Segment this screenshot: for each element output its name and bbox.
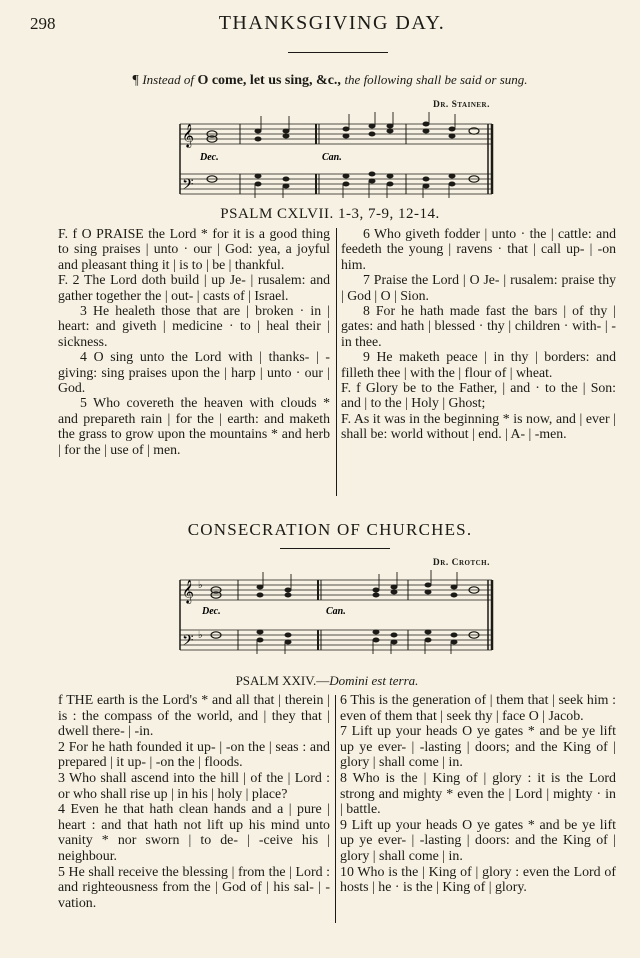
verse: F. f Glory be to the Father, | and · to the | Son: and | to the | Holy | Ghost; bbox=[341, 380, 616, 411]
verse: 3 Who shall ascend into the hill | of the | Lord : or who shall rise up | in his | holy | place? bbox=[58, 770, 330, 802]
verse: 3 He healeth those that are | broken · in | heart: and giveth | medicine · to | heal their | sickness. bbox=[58, 303, 330, 349]
section-title: CONSECRATION OF CHURCHES. bbox=[187, 520, 473, 539]
chant2-treble-clef: 𝄞 bbox=[182, 581, 194, 603]
paragraph-mark: ¶ bbox=[132, 73, 139, 88]
chant1-treble-staff bbox=[180, 124, 492, 144]
chant2-dec-label: Dec. bbox=[202, 606, 221, 617]
psalm1-right-column bbox=[341, 226, 616, 442]
rubric-instruction bbox=[20, 72, 640, 89]
psalm2-heading bbox=[0, 673, 640, 689]
psalm2-right-column bbox=[340, 693, 616, 896]
verse: 4 Even he that hath clean hands and a | pure | heart : and that hath not lift up his mind unto vanity * nor sworn | to de- | -ceive his | neighbour. bbox=[58, 802, 330, 864]
chant2-treble-staff bbox=[180, 580, 492, 600]
column-divider bbox=[335, 695, 336, 923]
verse: F. 2 The Lord doth build | up Je- | rusalem: and gather together the | out- | casts of | Israel. bbox=[58, 272, 330, 303]
header-rule bbox=[288, 52, 388, 53]
chant1-bass-clef: 𝄢 bbox=[182, 176, 194, 196]
verse: 5 He shall receive the blessing | from the | Lord : and righteousness from the | God of | his sal- | -vation. bbox=[58, 864, 330, 911]
chant1-bass-staff bbox=[180, 174, 492, 194]
verse: 6 This is the generation of | them that | seek him : even of them that | seek thy | face O | Jacob. bbox=[340, 693, 616, 724]
psalm1-left-column bbox=[58, 226, 330, 457]
rubric-suffix: the following shall be said or sung. bbox=[344, 72, 528, 87]
chant1-score bbox=[176, 112, 496, 198]
chant2-bass-key-flat: ♭ bbox=[198, 630, 203, 641]
psalm2-left-column bbox=[58, 693, 330, 911]
psalm2-title: PSALM XXIV.— bbox=[235, 673, 330, 688]
page-number: 298 bbox=[30, 14, 56, 33]
canticle-name: O come, let us sing, &c., bbox=[197, 73, 341, 88]
chant2-score bbox=[176, 568, 496, 654]
chant1-treble-clef: 𝄞 bbox=[182, 125, 194, 147]
verse: 7 Praise the Lord | O Je- | rusalem: praise thy | God | O | Sion. bbox=[341, 272, 616, 303]
verse: 9 He maketh peace | in thy | borders: and filleth thee | with the | flour of | wheat. bbox=[341, 349, 616, 380]
chant2-key-flat: ♭ bbox=[198, 580, 203, 591]
verse: 7 Lift up your heads O ye gates * and be ye lift up ye ever- | -lasting | doors; and the King of | glory | shall come | in. bbox=[340, 724, 616, 771]
chant1-notes bbox=[207, 122, 479, 189]
verse: f THE earth is the Lord's * and all that | therein | is : the compass of the world, and | they that | dwell there- | -in. bbox=[58, 693, 330, 740]
chant2-bass-staff bbox=[180, 630, 492, 650]
verse: 5 Who covereth the heaven with clouds * and prepareth rain | for the | earth: and maketh the grass to grow upon the mountains * and herb | for the | use of | men. bbox=[58, 395, 330, 457]
verse: 8 For he hath made fast the bars | of thy | gates: and hath | blessed · thy | children · with- | -in thee. bbox=[341, 303, 616, 349]
verse: 8 Who is the | King of | glory : it is the Lord strong and mighty * even the | Lord | mighty · in | battle. bbox=[340, 770, 616, 818]
column-divider bbox=[336, 228, 337, 496]
rubric-prefix: Instead of bbox=[142, 72, 194, 87]
chant1-can-label: Can. bbox=[322, 152, 342, 163]
chant1-composer: Dr. Stainer. bbox=[432, 100, 490, 110]
verse: 10 Who is the | King of | glory : even the Lord of hosts | he · is the | King of | glory. bbox=[340, 864, 616, 896]
psalm1-title: PSALM CXLVII. 1-3, 7-9, 12-14. bbox=[220, 206, 440, 222]
psalm2-latin: Domini est terra. bbox=[329, 673, 419, 688]
verse: 9 Lift up your heads O ye gates * and be ye lift up ye ever- | -lasting | doors: and the King of | glory | shall come | in. bbox=[340, 817, 616, 864]
chant1-dec-label: Dec. bbox=[200, 152, 219, 163]
running-head: THANKSGIVING DAY. bbox=[218, 12, 446, 34]
chant2-can-label: Can. bbox=[326, 606, 346, 617]
chant2-bass-clef: 𝄢 bbox=[182, 632, 194, 652]
verse: F. As it was in the beginning * is now, and | ever | shall be: world without | end. | A- | -men. bbox=[341, 410, 616, 442]
verse: 4 O sing unto the Lord with | thanks- | -giving: sing praises upon the | harp | unto · our | God. bbox=[58, 349, 330, 396]
verse: F. f O PRAISE the Lord * for it is a good thing to sing praises | unto · our | God: yea, a joyful and pleasant thing it | is to | be | thankful. bbox=[58, 226, 330, 272]
verse: 6 Who giveth fodder | unto · the | cattle: and feedeth the young | ravens · that | call up- | -on him. bbox=[341, 226, 616, 272]
verse: 2 For he hath founded it up- | -on the | seas : and prepared | it up- | -on the | floods. bbox=[58, 739, 330, 771]
chant2-composer: Dr. Crotch. bbox=[432, 558, 490, 568]
section-rule bbox=[280, 548, 390, 549]
